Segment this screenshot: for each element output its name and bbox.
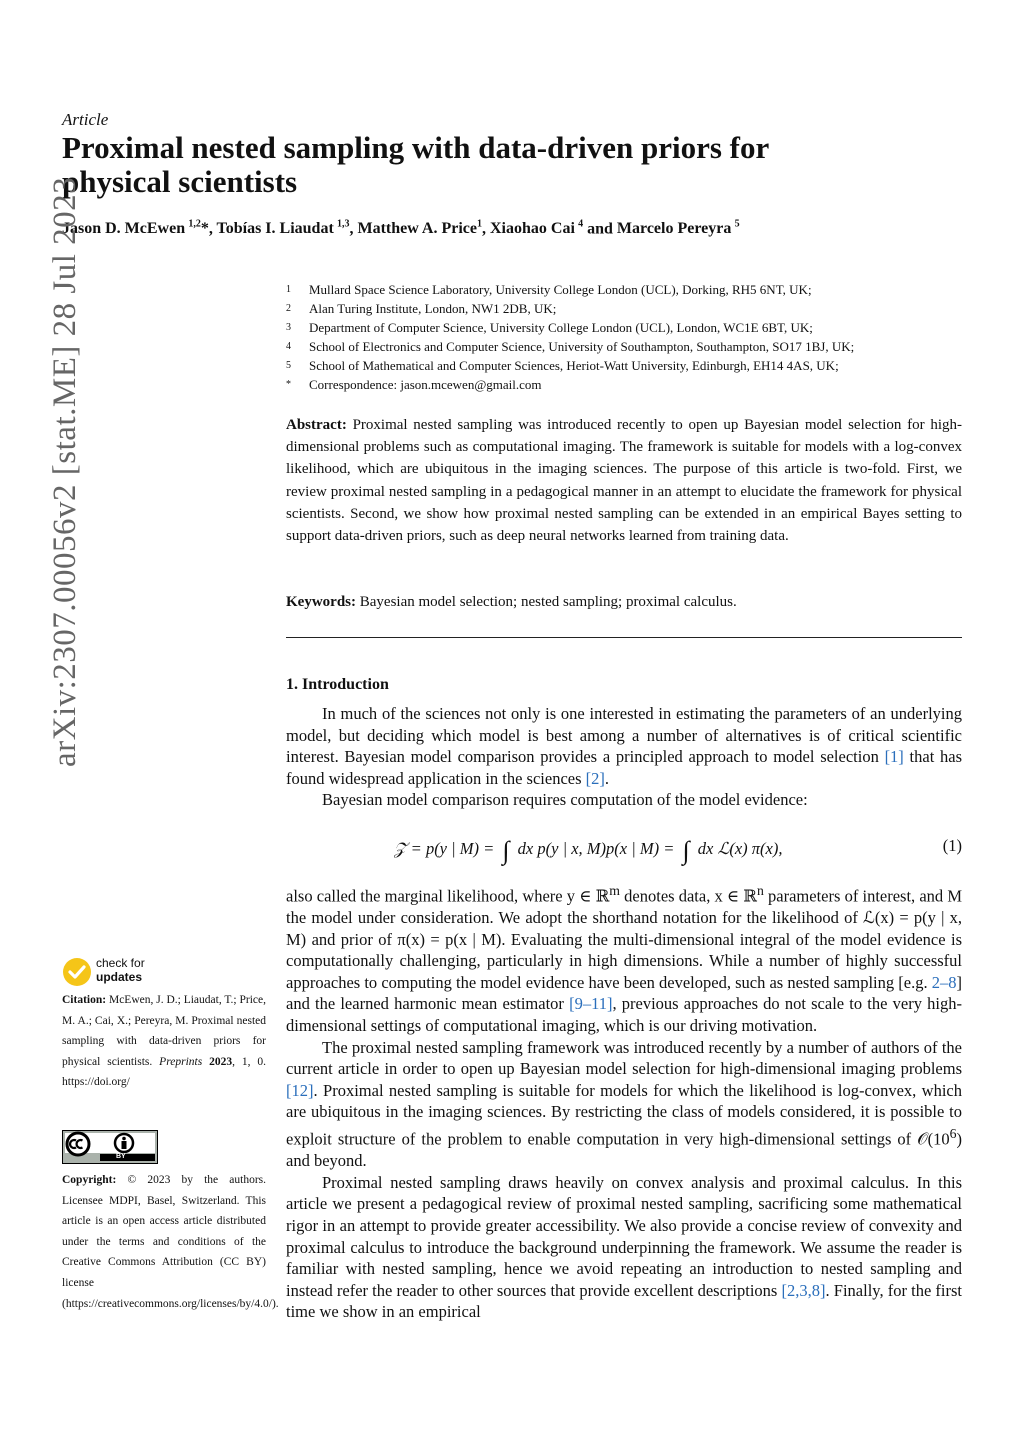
author[interactable]: Jason D. McEwen $^{1,2}$* — [62, 219, 209, 238]
cc-by-icon — [62, 1130, 158, 1164]
equation-body: 𝒵 = p(y | M) = ∫ dx p(y | x, M)p(x | M) = ∫ dx ℒ(x) π(x), — [394, 836, 783, 865]
paragraph: Proximal nested sampling draws heavily on convex analysis and proximal calculus. In this article we present a pedagogical review of proximal nested sampling, sacrificing some mathematical rigor in an attempt to provide greater accessibility. We also provide a concise review of convexity and proximal calculus to introduce the background underpinning the framework. We assume the reader is familiar with nested sampling, hence we avoid repeating an introduction to nested sampling and instead refer the reader to other sources that provide excellent descriptions [2,3,8]. Finally, for the first time we show in an empirical — [286, 1172, 962, 1322]
citation-link[interactable]: 2–8 — [931, 972, 957, 992]
affiliation-item: 2 Alan Turing Institute, London, NW1 2DB, UK; — [286, 301, 557, 316]
paragraph: In much of the sciences not only is one interested in estimating the parameters of an underlying model, but deciding which model is best among a number of alternatives is of critical scientific interest. Bayesian model comparison provides a principled approach to model selection [1] that has found widespread application in the sciences [2]. — [286, 704, 962, 788]
affiliations — [286, 280, 976, 394]
citation-link[interactable]: [1] — [884, 747, 904, 767]
citation-link[interactable]: [2,3,8] — [781, 1280, 826, 1300]
citation-link[interactable]: [9–11] — [569, 994, 613, 1014]
paragraph: also called the marginal likelihood, where y ∈ ℝ$^m$ denotes data, x ∈ ℝ$^n$ parameters of interest, and M the model under consideration. We adopt the shorthand notation for the likelihood of ℒ(x) = p(y | x, M) and prior of π(x) = p(x | M). Evaluating the multi-dimensional integral of the model evidence is computationally challenging, particularly in high dimensions. While a number of highly successful approaches to computing the model evidence have been developed, such as nested sampling [e.g. 2–8] and the learned harmonic mean estimator [9–11], previous approaches do not scale to the very high-dimensional settings of computational imaging, which is our driving motivation. — [286, 883, 962, 1036]
affiliation-item: 1 Mullard Space Science Laboratory, University College London (UCL), Dorking, RH5 6NT, UK; — [286, 282, 812, 297]
equation-1 — [286, 832, 962, 865]
intro-paragraphs-bottom — [286, 880, 962, 1323]
affiliation-item: 5 School of Mathematical and Computer Sciences, Heriot-Watt University, Edinburgh, EH14 4AS, UK; — [286, 358, 839, 373]
paragraph: Bayesian model comparison requires computation of the model evidence: — [322, 790, 808, 810]
author-list: Jason D. McEwen $^{1,2}$*, Tobías I. Liaudat $^{1,3}$, Matthew A. Price$^1$, Xiaohao Cai $^4$ and Marcelo Pereyra $^5$ — [62, 219, 740, 238]
citation-link[interactable]: [12] — [286, 1080, 314, 1100]
abstract: Abstract: Proximal nested sampling was introduced recently to open up Bayesian model selection for high-dimensional problems such as computational imaging. The framework is suitable for models with a log-convex likelihood, which are ubiquitous in the imaging sciences. The purpose of this article is two-fold. First, we review proximal nested sampling in a pedagogical manner in an attempt to elucidate the framework for physical scientists. Second, we show how proximal nested sampling can be extended in an empirical Bayes setting to support data-driven priors, such as deep neural networks learned from training data. — [286, 417, 963, 545]
arxiv-identifier[interactable]: arXiv:2307.00056v2 [stat.ME] 28 Jul 2023 — [47, 176, 83, 767]
affiliation-item: 4 School of Electronics and Computer Science, University of Southampton, Southampton, SO17 1BJ, UK; — [286, 339, 855, 354]
check-for-updates-text: check for updates — [96, 956, 145, 984]
correspondence-item[interactable]: * Correspondence: jason.mcewen@gmail.com — [286, 377, 542, 392]
section-heading: 1. Introduction — [286, 676, 389, 693]
intro-paragraphs-top — [286, 703, 962, 811]
cc-by-label: BY — [116, 1153, 126, 1160]
cc-by-license-badge[interactable] — [62, 1130, 158, 1164]
author[interactable]: Marcelo Pereyra $^5$ — [616, 219, 740, 238]
keywords: Keywords: Bayesian model selection; nested sampling; proximal calculus. — [286, 594, 737, 610]
citation-note: Citation: McEwen, J. D.; Liaudat, T.; Price, M. A.; Cai, X.; Pereyra, M. Proximal nested sampling with data-driven priors for physical scientists. Preprints 2023, 1, 0. https://doi.org/ — [62, 994, 267, 1089]
paragraph: The proximal nested sampling framework was introduced recently by a number of authors of the current article in order to open up Bayesian model selection for high-dimensional imaging problems [12]. Proximal nested sampling is suitable for models for which the likelihood is log-convex, which are ubiquitous in the imaging sciences. By restricting the class of models considered, it is possible to exploit structure of the problem to enable computation in very high-dimensional settings of $𝒪(10^6)$ and beyond. — [286, 1037, 962, 1171]
equation-number: (1) — [942, 836, 962, 855]
author[interactable]: Matthew A. Price$^1$ — [357, 219, 482, 238]
citation-link[interactable]: [2] — [585, 768, 605, 788]
affiliation-item: 3 Department of Computer Science, University College London (UCL), London, WC1E 6BT, UK; — [286, 320, 813, 335]
check-for-updates-badge[interactable] — [62, 955, 162, 989]
article-type-label: Article — [62, 110, 109, 129]
author[interactable]: Xiaohao Cai $^4$ — [490, 219, 584, 238]
integral-sign: ∫ — [682, 836, 690, 865]
integral-sign: ∫ — [502, 836, 510, 865]
author[interactable]: Tobías I. Liaudat $^{1,3}$ — [216, 219, 350, 238]
section-divider — [286, 637, 962, 638]
check-icon — [62, 957, 92, 987]
copyright-note: Copyright: © 2023 by the authors. Licensee MDPI, Basel, Switzerland. This article is an open access article distributed under the terms and conditions of the Creative Commons Attribution (CC BY) license (https://creativecommons.org/licenses/by/4.0/). — [62, 1174, 279, 1310]
paper-title: Proximal nested sampling with data-driven priors for physical scientists — [62, 130, 769, 199]
